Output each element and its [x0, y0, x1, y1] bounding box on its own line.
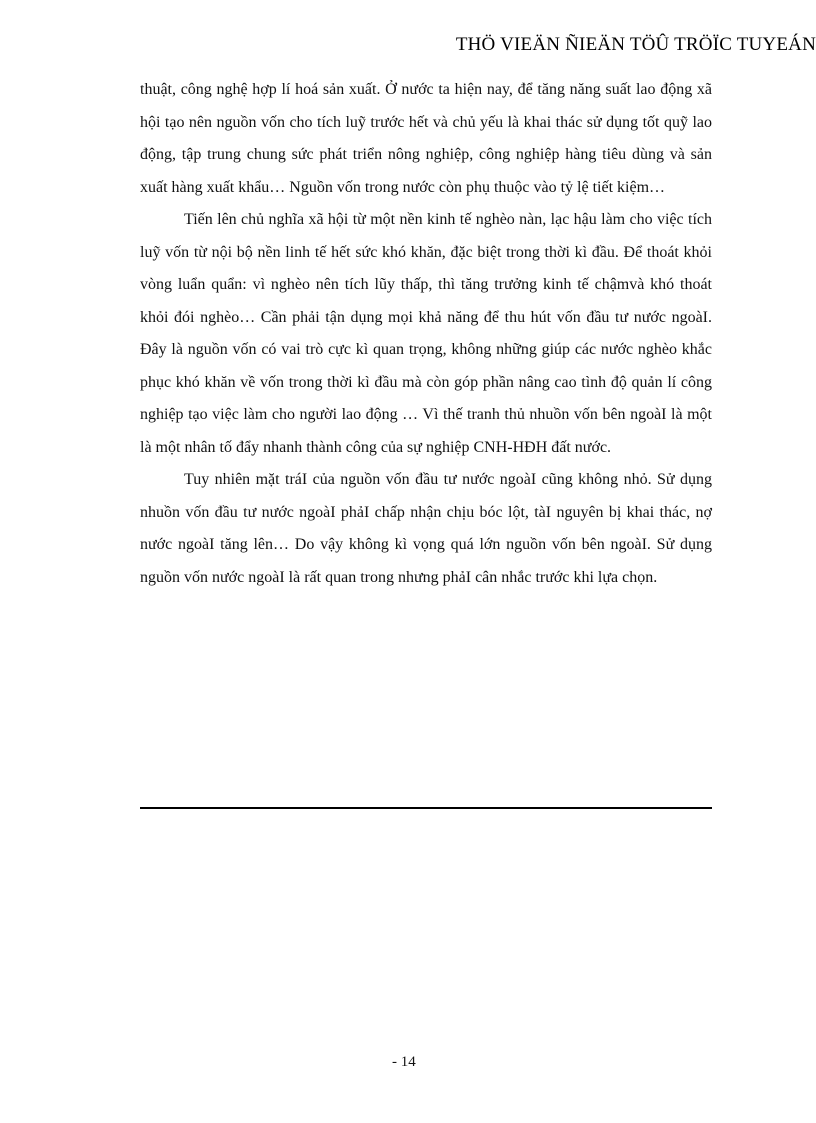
running-header: THÖ VIEÄN ÑIEÄN TÖÛ TRÖÏC TUYEÁN	[455, 34, 816, 55]
paragraph-3: Tuy nhiên mặt tráI của nguồn vốn đầu tư nước ngoàI cũng không nhỏ. Sử dụng nhuồn vốn đầu tư nước ngoàI phảI chấp nhận chịu bóc lột, tàI nguyên bị khai thác, nợ nước ngoàI tăng lên… Do vậy không kì vọng quá lớn nguồn vốn bên ngoàI. Sử dụng nguồn vốn nước ngoàI là rất quan trong nhưng phảI cân nhắc trước khi lựa chọn.	[140, 471, 712, 586]
page-number: - 14	[392, 1054, 416, 1070]
paragraph-2: Tiến lên chủ nghĩa xã hội từ một nền kinh tế nghèo nàn, lạc hậu làm cho việc tích luỹ vốn từ nội bộ nền linh tế hết sức khó khăn, đặc biệt trong thời kì đầu. Để thoát khỏi vòng luẩn quẩn: vì nghèo nên tích lũy thấp, thì tăng trưởng kinh tế chậmvà khó thoát khỏi đói nghèo… Cần phải tận dụng mọi khả năng để thu hút vốn đầu tư nước ngoàI. Đây là nguồn vốn có vai trò cực kì quan trọng, không những giúp các nước nghèo khắc phục khó khăn về vốn trong thời kì đầu mà còn góp phần nâng cao tình độ quản lí công nghiệp tạo việc làm cho người lao động … Vì thế tranh thủ nhuồn vốn bên ngoàI là một là một nhân tố đẩy nhanh thành công của sự nghiệp CNH-HĐH đất nước.	[140, 211, 712, 456]
body-text	[140, 74, 712, 594]
footnote-divider	[140, 807, 712, 809]
paragraph-1: thuật, công nghệ hợp lí hoá sản xuất. Ở nước ta hiện nay, để tăng năng suất lao động xã hội tạo nên nguồn vốn cho tích luỹ trước hết và chủ yếu là khai thác sử dụng tốt quỹ lao động, tập trung chung sức phát triển nông nghiệp, công nghiệp hàng tiêu dùng và sản xuất hàng xuất khẩu… Nguồn vốn trong nước còn phụ thuộc vào tỷ lệ tiết kiệm…	[140, 81, 712, 196]
